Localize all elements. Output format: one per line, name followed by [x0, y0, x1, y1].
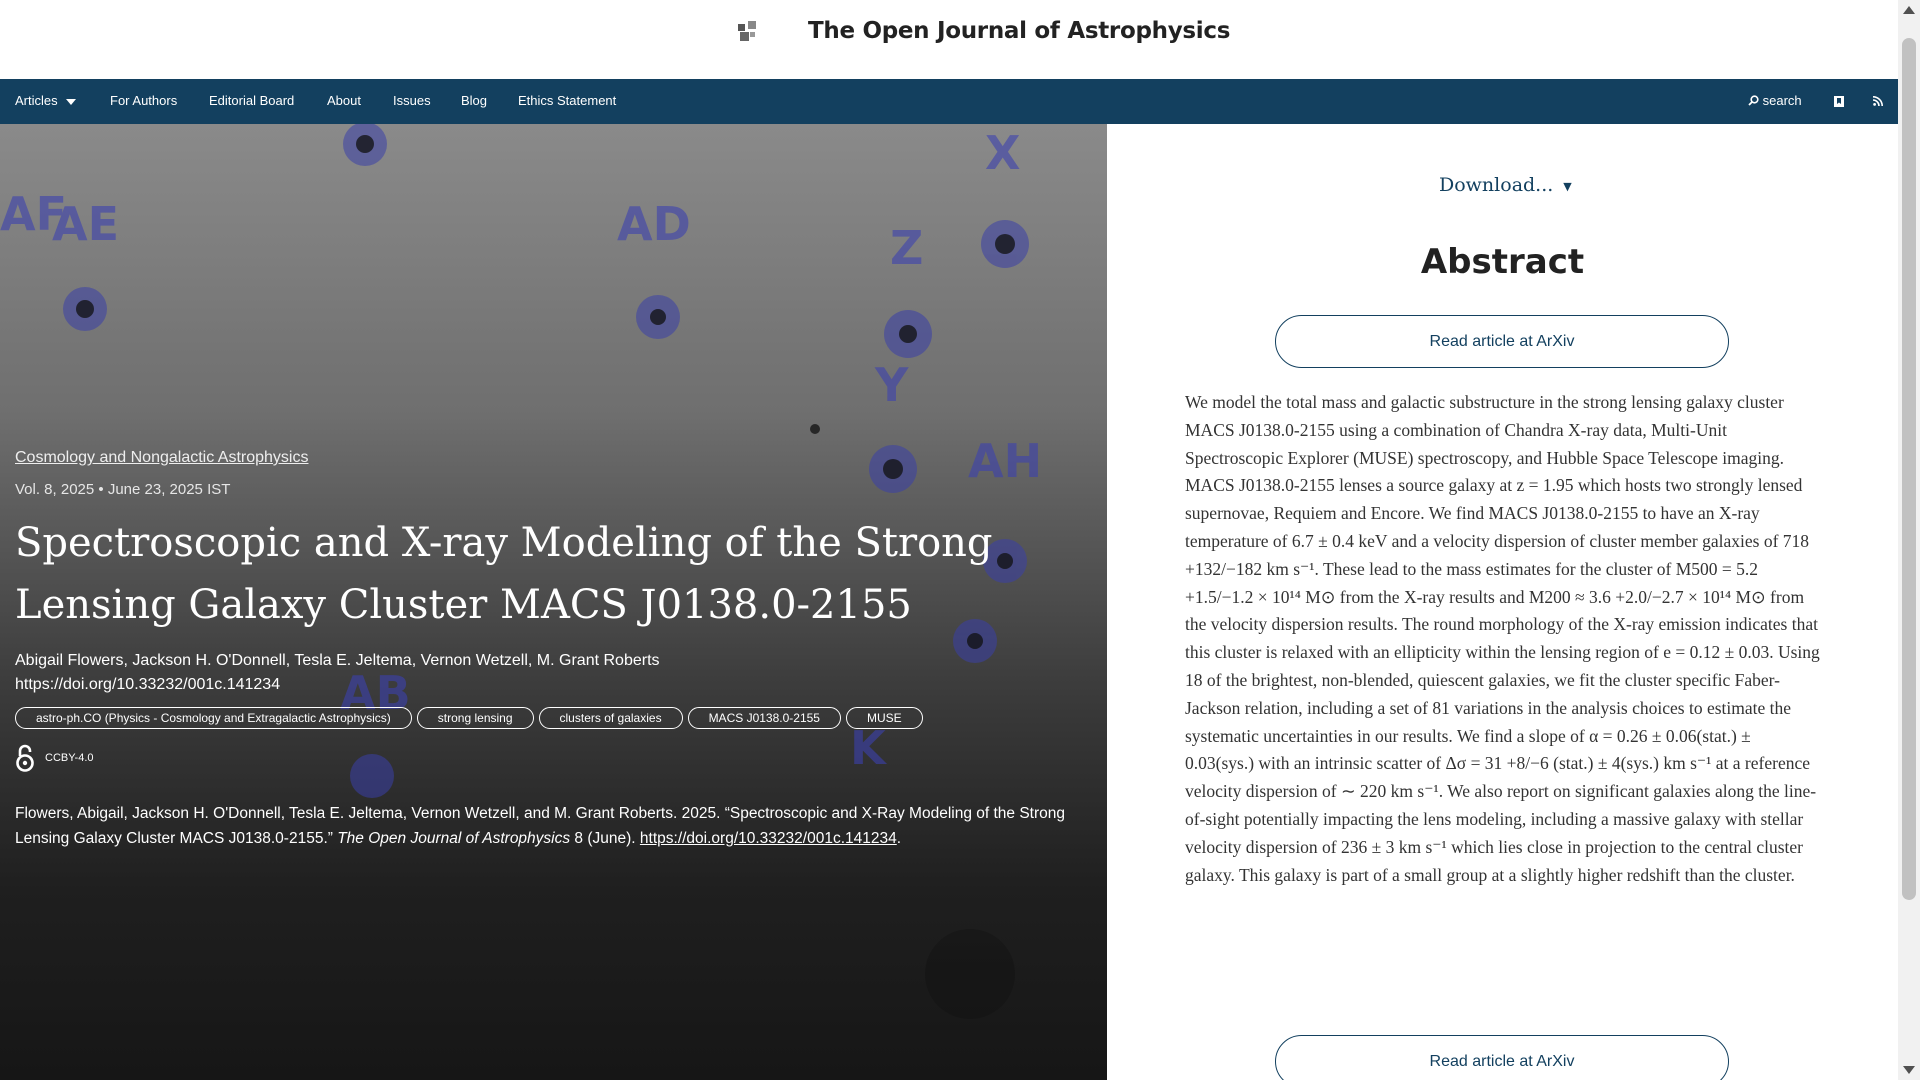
hero-image-label: AH	[968, 434, 1043, 488]
scroll-up-icon[interactable]	[1903, 6, 1915, 14]
keyword-tag[interactable]: MACS J0138.0-2155	[688, 707, 841, 729]
citation-text: Flowers, Abigail, Jackson H. O'Donnell, Tesla E. Jeltema, Vernon Wetzell, and M. Grant Roberts. 2025. “Spectroscopic and X-Ray Modeling of the Strong Lensing Galaxy Cluster MACS J0138.0-2155.”	[15, 805, 1066, 847]
nav-editorial-board[interactable]: Editorial Board	[209, 93, 295, 108]
nav-articles[interactable]	[15, 93, 76, 108]
keyword-tags	[15, 707, 1095, 729]
search-label: search	[1762, 93, 1802, 108]
abstract-text: We model the total mass and galactic substructure in the strong lensing galaxy cluster MACS J0138.0-2155 using a combination of Chandra X-ray data, Multi-Unit Spectroscopic Explorer (MUSE) spectroscopy, and Hubble Space Telescope imaging. MACS J0138.0-2155 lenses a source galaxy at z = 1.95 which hosts two strongly lensed supernovae, Requiem and Encore. We find MACS J0138.0-2155 to have an X-ray temperature of 6.7 ± 0.4 keV and a velocity dispersion of cluster member galaxies of 718 +132/−182 km s⁻¹. These lead to the mass estimates for the cluster of M500 = 5.2 +1.5/−1.2 × 10¹⁴ M⊙ from the X-ray results and M200 ≈ 3.6 +2.0/−2.7 × 10¹⁴ M⊙ from the velocity dispersion results. The round morphology of the X-ray emission indicates that this cluster is relaxed with an ellipticity within the lensing region of e = 0.12 ± 0.03. Using 18 of the brightest, non-blended, quiescent galaxies, we fit the cluster specific Faber-Jackson relation, including a set of 81 variations in the analysis choices to estimate the systematic uncertainties in our results. We find a slope of α = 0.26 ± 0.06(stat.) ± 0.03(sys.) with an intrinsic scatter of Δσ = 31 +8/−6 (stat.) ± 4(sys.) km s⁻¹ at a reference velocity dispersion of ∼ 220 km s⁻¹. We also report on significant galaxies along the line-of-sight potentially impacting the lens modeling, including a massive galaxy with stellar velocity dispersion of 236 ± 3 km s⁻¹ which lies close in projection to the central cluster galaxy. This galaxy is part of a small group at a slightly higher redshift than the cluster.	[1185, 392, 1820, 885]
nav-blog[interactable]: Blog	[461, 93, 488, 108]
category-link[interactable]: Cosmology and Nongalactic Astrophysics	[15, 449, 309, 466]
bookmark-icon[interactable]	[1834, 96, 1844, 107]
hero-image-label: AE	[52, 197, 120, 251]
citation: Flowers, Abigail, Jackson H. O'Donnell, Tesla E. Jeltema, Vernon Wetzell, and M. Grant Roberts. 2025. “Spectroscopic and X-Ray Modeling of the Strong Lensing Galaxy Cluster MACS J0138.0-2155.” The Open Journal of Astrophysics 8 (June). https://doi.org/10.33232/001c.141234.	[15, 805, 1066, 847]
site-title[interactable]: The Open Journal of Astrophysics	[808, 18, 1231, 44]
hero-image-label: X	[985, 126, 1021, 180]
hero-image-label: AB	[340, 666, 411, 720]
keyword-tag[interactable]: MUSE	[846, 707, 923, 729]
hero-image-label: Y	[875, 358, 909, 412]
abstract-heading: Abstract	[1420, 242, 1585, 282]
citation-journal: The Open Journal of Astrophysics	[337, 830, 571, 847]
keyword-tag[interactable]: clusters of galaxies	[539, 707, 683, 729]
main-navbar	[0, 79, 1898, 124]
hero-image-label: K	[850, 721, 886, 775]
scrollbar-thumb[interactable]	[1902, 38, 1916, 900]
article-authors: Abigail Flowers, Jackson H. O'Donnell, Tesla E. Jeltema, Vernon Wetzell, M. Grant Roberts	[15, 652, 660, 669]
hero-content	[15, 449, 1095, 851]
hero-image-label: Z	[890, 221, 924, 275]
hero-image-label: AD	[617, 197, 691, 251]
keyword-tag[interactable]: strong lensing	[417, 707, 534, 729]
scroll-down-icon[interactable]	[1903, 1066, 1915, 1074]
caret-down-icon: ▼	[1563, 179, 1572, 193]
journal-logo-icon[interactable]	[736, 20, 758, 42]
rss-icon[interactable]	[1873, 96, 1883, 106]
download-label: Download...	[1439, 174, 1554, 196]
nav-articles-label: Articles	[15, 93, 58, 108]
search-link[interactable]	[1748, 93, 1802, 108]
chevron-down-icon	[66, 99, 76, 105]
nav-issues[interactable]: Issues	[393, 93, 431, 108]
citation-volume: 8 (June).	[570, 830, 640, 847]
license-label: CCBY-4.0	[45, 752, 94, 764]
article-title: Spectroscopic and X-ray Modeling of the Strong Lensing Galaxy Cluster MACS J0138.0-2155	[15, 520, 993, 628]
article-hero	[0, 124, 1107, 1080]
hero-image-label: AF	[0, 187, 68, 241]
keyword-tag[interactable]: astro-ph.CO (Physics - Cosmology and Extragalactic Astrophysics)	[15, 707, 412, 729]
nav-about[interactable]: About	[327, 93, 361, 108]
license[interactable]	[15, 743, 1095, 773]
read-arxiv-button[interactable]: Read article at ArXiv	[1275, 315, 1729, 368]
nav-ethics-statement[interactable]: Ethics Statement	[518, 93, 617, 108]
search-icon	[1748, 95, 1759, 106]
article-meta: Vol. 8, 2025 • June 23, 2025 IST	[15, 481, 231, 498]
citation-doi-link[interactable]: https://doi.org/10.33232/001c.141234	[639, 830, 897, 847]
download-dropdown[interactable]	[1439, 174, 1572, 196]
abstract-panel	[1107, 124, 1898, 1080]
nav-for-authors[interactable]: For Authors	[110, 93, 178, 108]
doi-link[interactable]: https://doi.org/10.33232/001c.141234	[15, 676, 281, 693]
page-scrollbar[interactable]	[1898, 0, 1920, 1080]
site-header	[0, 0, 1898, 79]
open-access-icon	[15, 743, 35, 773]
read-arxiv-button-bottom[interactable]: Read article at ArXiv	[1275, 1035, 1729, 1080]
